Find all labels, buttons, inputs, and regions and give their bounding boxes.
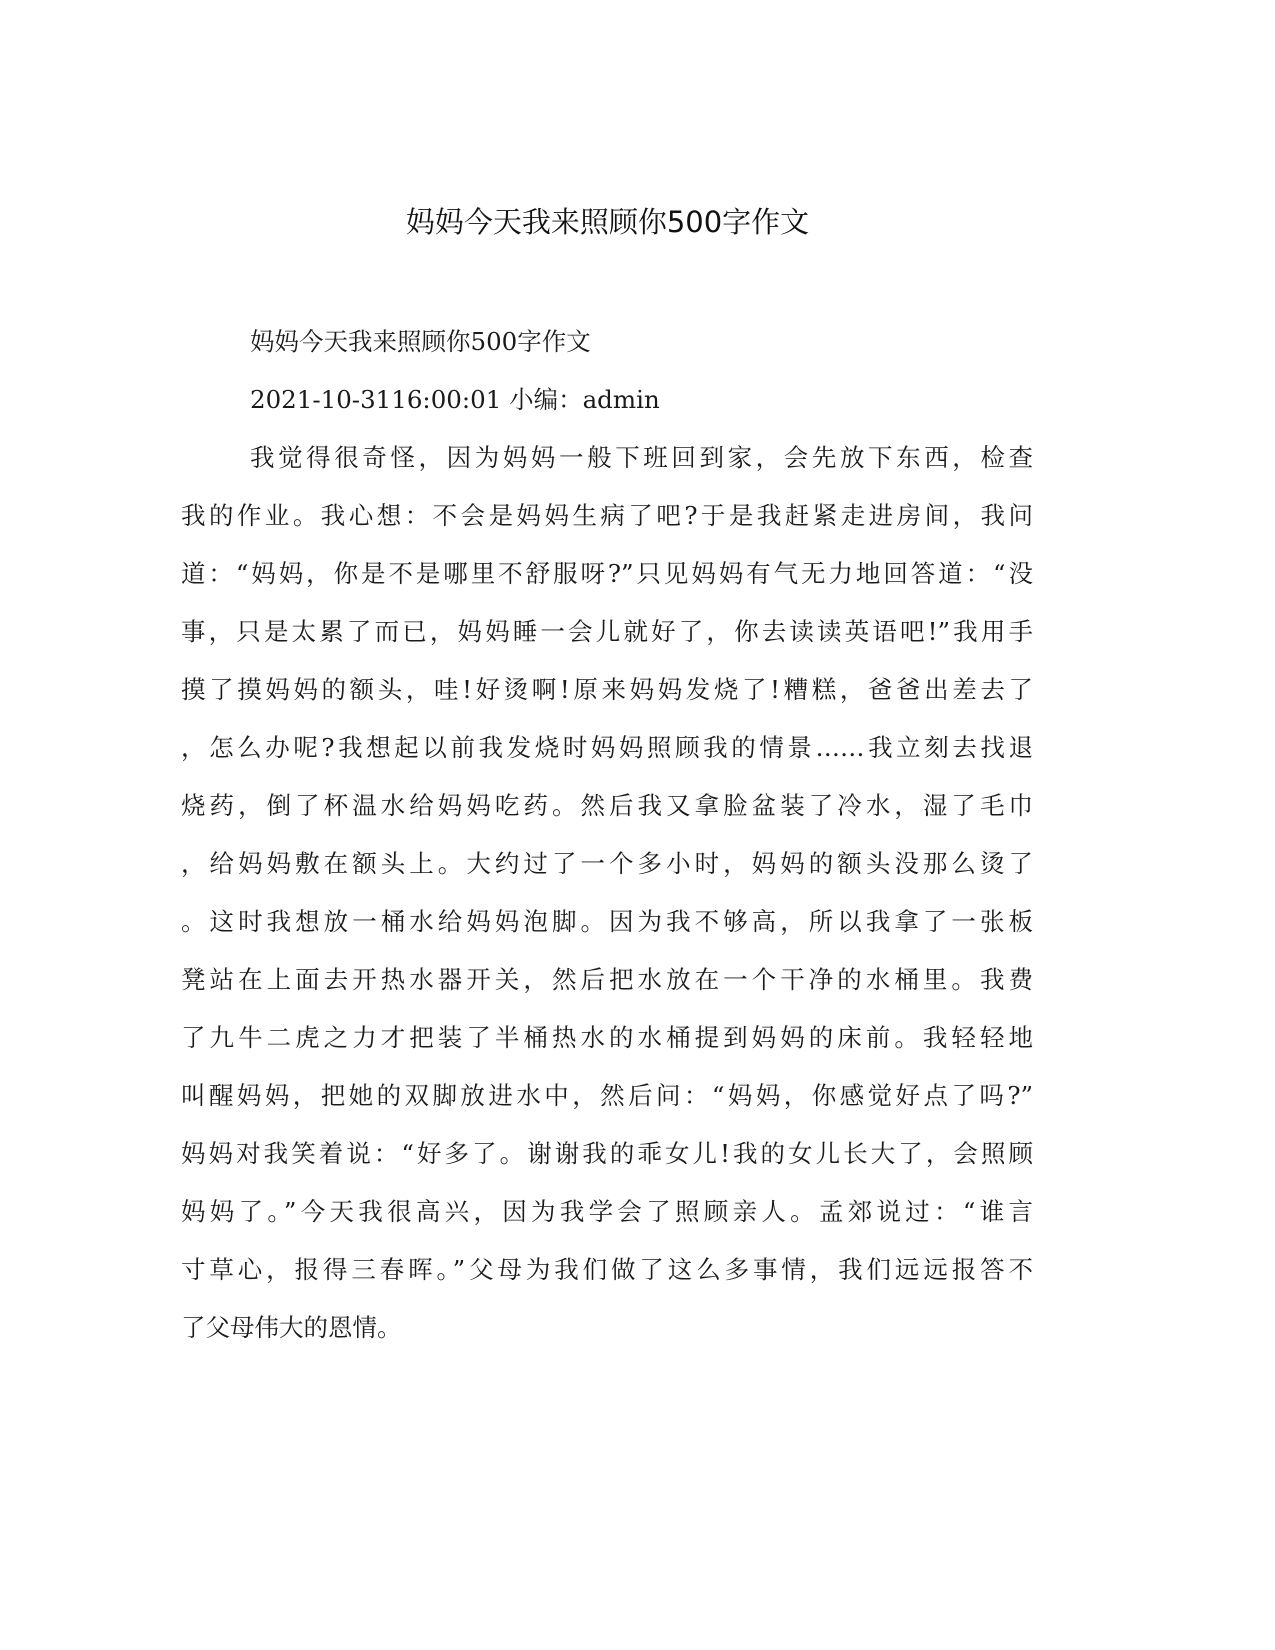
- paragraph-line: 妈妈了。”今天我很高兴，因为我学会了照顾亲人。孟郊说过：“谁言: [181, 1197, 1033, 1226]
- paragraph-line: 了九牛二虎之力才把装了半桶热水的水桶提到妈妈的床前。我轻轻地: [181, 1023, 1033, 1052]
- document-body: [181, 313, 1033, 1357]
- paragraph-line: 妈妈对我笑着说：“好多了。谢谢我的乖女儿!我的女儿长大了，会照顾: [181, 1139, 1033, 1168]
- paragraph-line: 叫醒妈妈，把她的双脚放进水中，然后问：“妈妈，你感觉好点了吗?”: [181, 1081, 1033, 1110]
- article-subtitle: 妈妈今天我来照顾你500字作文: [250, 327, 591, 356]
- paragraph-line: 道：“妈妈，你是不是哪里不舒服呀?”只见妈妈有气无力地回答道：“没: [181, 559, 1033, 588]
- paragraph-line: 寸草心，报得三春晖。”父母为我们做了这么多事情，我们远远报答不: [181, 1255, 1033, 1284]
- paragraph-line: 摸了摸妈妈的额头，哇!好烫啊!原来妈妈发烧了!糟糕，爸爸出差去了: [181, 675, 1033, 704]
- paragraph-line: ，怎么办呢?我想起以前我发烧时妈妈照顾我的情景……我立刻去找退: [181, 733, 1033, 762]
- paragraph-line: 凳站在上面去开热水器开关，然后把水放在一个干净的水桶里。我费: [181, 965, 1033, 994]
- document-title: 妈妈今天我来照顾你500字作文: [405, 205, 810, 239]
- paragraph-line: 了父母伟大的恩情。: [181, 1313, 402, 1342]
- paragraph-line: 我的作业。我心想：不会是妈妈生病了吧?于是我赶紧走进房间，我问: [181, 501, 1033, 530]
- article-meta: 2021-10-3116:00:01 小编：admin: [250, 385, 660, 414]
- paragraph-line: 我觉得很奇怪，因为妈妈一般下班回到家，会先放下东西，检查: [250, 443, 1033, 472]
- paragraph-line: 烧药，倒了杯温水给妈妈吃药。然后我又拿脸盆装了冷水，湿了毛巾: [181, 791, 1033, 820]
- paragraph-line: ，给妈妈敷在额头上。大约过了一个多小时，妈妈的额头没那么烫了: [181, 849, 1033, 878]
- paragraph-line: 。这时我想放一桶水给妈妈泡脚。因为我不够高，所以我拿了一张板: [181, 907, 1033, 936]
- paragraph-line: 事，只是太累了而已，妈妈睡一会儿就好了，你去读读英语吧!”我用手: [181, 617, 1033, 646]
